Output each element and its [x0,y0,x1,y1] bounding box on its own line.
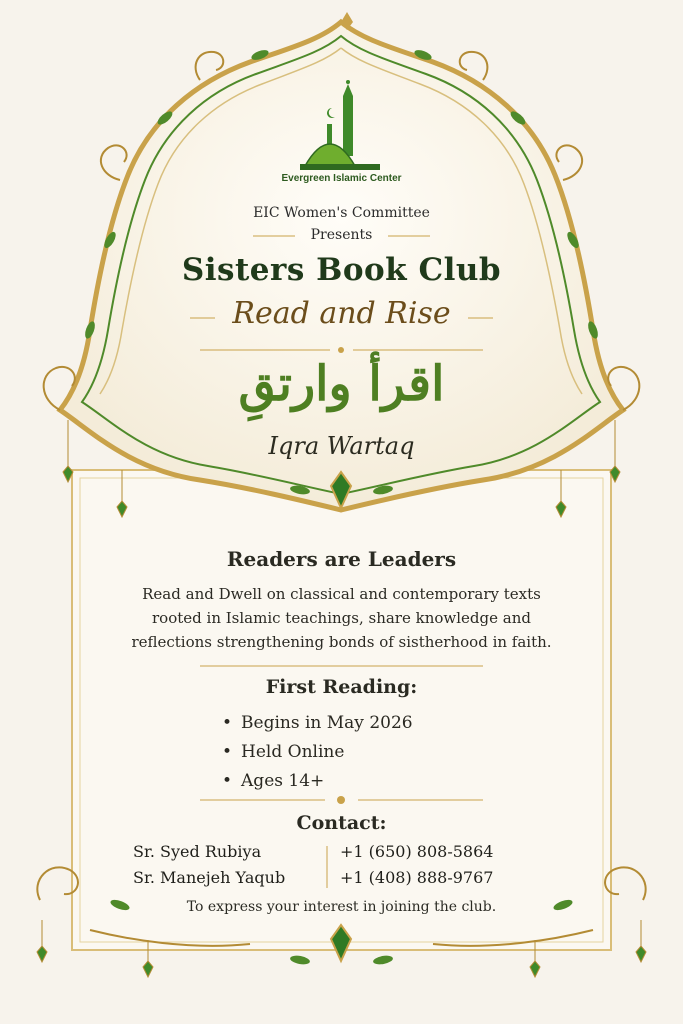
description-line: Read and Dwell on classical and contemporary texts [142,585,541,603]
first-reading-heading: First Reading: [265,676,418,698]
about-heading: Readers are Leaders [226,547,457,571]
list-item [222,709,413,738]
about-description [100,582,583,654]
first-reading-list [222,709,413,796]
contact-note: To express your interest in joining the club. [186,899,497,915]
contact-phone[interactable]: +1 (650) 808-5864 [340,842,494,861]
contact-name: Sr. Manejeh Yaqub [133,868,286,887]
list-item [222,738,413,767]
transliteration: Iqra Wartaq [268,432,415,460]
committee-name: EIC Women's Committee [253,205,430,221]
contact-phone[interactable]: +1 (408) 888-9767 [340,868,494,887]
tagline: Read and Rise [232,296,451,331]
list-item-text: Held Online [241,742,345,762]
contact-heading: Contact: [296,812,387,834]
contact-name: Sr. Syed Rubiya [133,842,262,861]
presents-text: Presents [310,227,373,243]
arabic-calligraphy: اقرأ وارتقِ [238,356,445,412]
list-item-text: Begins in May 2026 [241,713,413,733]
description-line: rooted in Islamic teachings, share knowledge and [152,609,531,627]
list-item [222,767,413,796]
description-line: reflections strengthening bonds of sistherhood in faith. [131,633,552,651]
page-title: Sisters Book Club [181,252,502,288]
logo-name: Evergreen Islamic Center [281,173,402,184]
list-item-text: Ages 14+ [241,771,325,791]
